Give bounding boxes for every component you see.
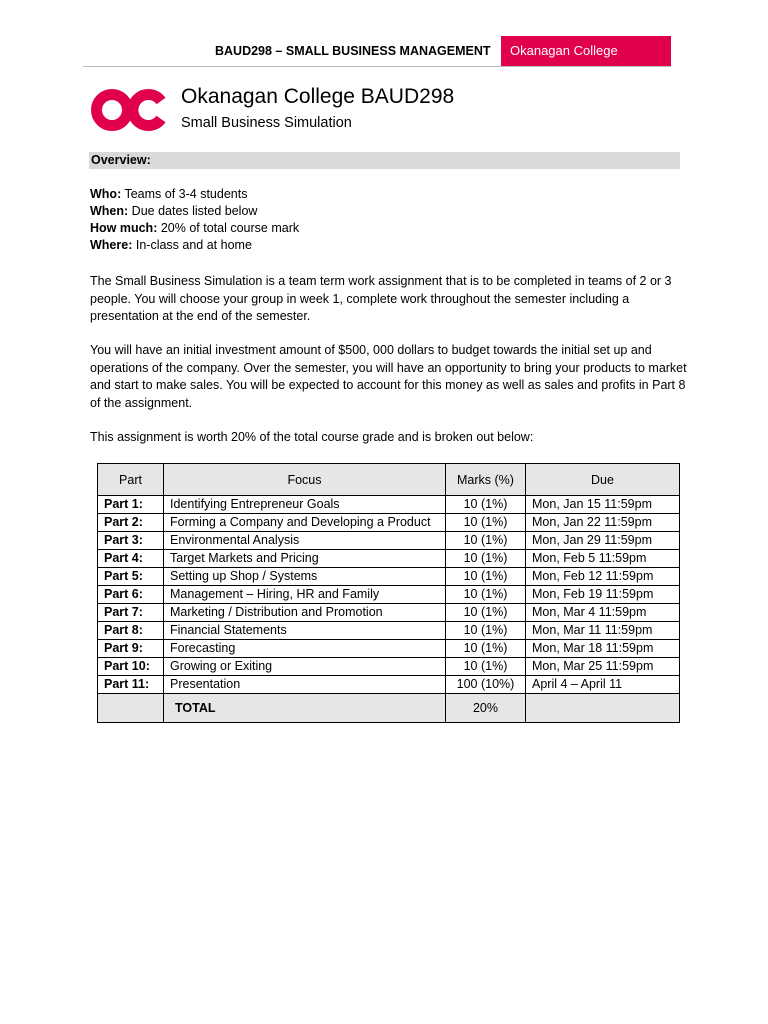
cell-part: Part 7: xyxy=(98,604,164,622)
cell-focus: Growing or Exiting xyxy=(164,658,446,676)
detail-where xyxy=(90,237,299,254)
table-header-row xyxy=(98,464,680,496)
cell-marks: 10 (1%) xyxy=(446,640,526,658)
assignment-parts-table xyxy=(97,463,680,723)
cell-due: April 4 – April 11 xyxy=(526,676,680,694)
detail-who xyxy=(90,186,299,203)
cell-marks: 10 (1%) xyxy=(446,496,526,514)
cell-marks: 10 (1%) xyxy=(446,550,526,568)
cell-marks: 10 (1%) xyxy=(446,532,526,550)
detail-value: In-class and at home xyxy=(135,238,252,252)
cell-focus: Forecasting xyxy=(164,640,446,658)
cell-part: Part 4: xyxy=(98,550,164,568)
cell-marks: 10 (1%) xyxy=(446,586,526,604)
detail-when xyxy=(90,203,299,220)
table-row xyxy=(98,496,680,514)
cell-part: Part 8: xyxy=(98,622,164,640)
cell-marks: 100 (10%) xyxy=(446,676,526,694)
total-marks: 20% xyxy=(446,694,526,723)
table-row xyxy=(98,568,680,586)
header-college-badge: Okanagan College xyxy=(501,36,671,66)
table-row xyxy=(98,550,680,568)
cell-due: Mon, Mar 18 11:59pm xyxy=(526,640,680,658)
cell-due: Mon, Mar 4 11:59pm xyxy=(526,604,680,622)
detail-value: Teams of 3-4 students xyxy=(124,187,248,201)
cell-part: Part 10: xyxy=(98,658,164,676)
cell-focus: Presentation xyxy=(164,676,446,694)
column-header-part: Part xyxy=(98,464,164,496)
investment-paragraph: You will have an initial investment amount of $500, 000 dollars to budget towards the initial set up and operations of the company. Over the semester, you will have an opportunity to bring your products to market and start to make sales. You will be expected to account for this money as well as sales and profits in Part 8 of the assignment. xyxy=(90,343,687,410)
total-due-cell xyxy=(526,694,680,723)
total-label: TOTAL xyxy=(164,694,446,723)
cell-focus: Setting up Shop / Systems xyxy=(164,568,446,586)
cell-part: Part 2: xyxy=(98,514,164,532)
detail-value: 20% of total course mark xyxy=(160,221,300,235)
table-row xyxy=(98,640,680,658)
detail-value: Due dates listed below xyxy=(131,204,258,218)
detail-label: How much: xyxy=(90,221,158,235)
detail-label: Where: xyxy=(90,238,133,252)
table-row xyxy=(98,622,680,640)
table-row xyxy=(98,532,680,550)
overview-details xyxy=(90,186,299,254)
detail-how-much xyxy=(90,220,299,237)
cell-marks: 10 (1%) xyxy=(446,604,526,622)
cell-focus: Identifying Entrepreneur Goals xyxy=(164,496,446,514)
detail-label: When: xyxy=(90,204,129,218)
cell-due: Mon, Feb 5 11:59pm xyxy=(526,550,680,568)
cell-due: Mon, Feb 19 11:59pm xyxy=(526,586,680,604)
document-subtitle: Small Business Simulation xyxy=(181,115,352,131)
header-course-title: BAUD298 – SMALL BUSINESS MANAGEMENT xyxy=(215,44,491,58)
overview-heading: Overview: xyxy=(89,152,680,169)
cell-part: Part 1: xyxy=(98,496,164,514)
cell-focus: Forming a Company and Developing a Product xyxy=(164,514,446,532)
cell-part: Part 5: xyxy=(98,568,164,586)
column-header-focus: Focus xyxy=(164,464,446,496)
cell-focus: Marketing / Distribution and Promotion xyxy=(164,604,446,622)
cell-due: Mon, Jan 15 11:59pm xyxy=(526,496,680,514)
column-header-due: Due xyxy=(526,464,680,496)
cell-focus: Target Markets and Pricing xyxy=(164,550,446,568)
document-title: Okanagan College BAUD298 xyxy=(181,85,455,108)
oc-logo-icon xyxy=(91,88,167,132)
cell-due: Mon, Jan 29 11:59pm xyxy=(526,532,680,550)
cell-due: Mon, Mar 11 11:59pm xyxy=(526,622,680,640)
cell-focus: Financial Statements xyxy=(164,622,446,640)
cell-due: Mon, Mar 25 11:59pm xyxy=(526,658,680,676)
cell-marks: 10 (1%) xyxy=(446,514,526,532)
column-header-marks: Marks (%) xyxy=(446,464,526,496)
cell-part: Part 11: xyxy=(98,676,164,694)
table-total-row xyxy=(98,694,680,723)
total-part-cell xyxy=(98,694,164,723)
cell-marks: 10 (1%) xyxy=(446,658,526,676)
cell-part: Part 6: xyxy=(98,586,164,604)
table-row xyxy=(98,514,680,532)
breakdown-paragraph: This assignment is worth 20% of the total course grade and is broken out below: xyxy=(90,430,534,444)
cell-focus: Environmental Analysis xyxy=(164,532,446,550)
page-header xyxy=(83,36,671,67)
table-body xyxy=(98,496,680,694)
table-row xyxy=(98,586,680,604)
table-row xyxy=(98,658,680,676)
cell-due: Mon, Feb 12 11:59pm xyxy=(526,568,680,586)
table-row xyxy=(98,676,680,694)
cell-part: Part 9: xyxy=(98,640,164,658)
cell-due: Mon, Jan 22 11:59pm xyxy=(526,514,680,532)
detail-label: Who: xyxy=(90,187,122,201)
cell-part: Part 3: xyxy=(98,532,164,550)
cell-marks: 10 (1%) xyxy=(446,622,526,640)
cell-focus: Management – Hiring, HR and Family xyxy=(164,586,446,604)
table-row xyxy=(98,604,680,622)
intro-paragraph: The Small Business Simulation is a team term work assignment that is to be completed in teams of 2 or 3 people. You will choose your group in week 1, complete work throughout the semester including a presentation at the end of the semester. xyxy=(90,274,672,323)
cell-marks: 10 (1%) xyxy=(446,568,526,586)
